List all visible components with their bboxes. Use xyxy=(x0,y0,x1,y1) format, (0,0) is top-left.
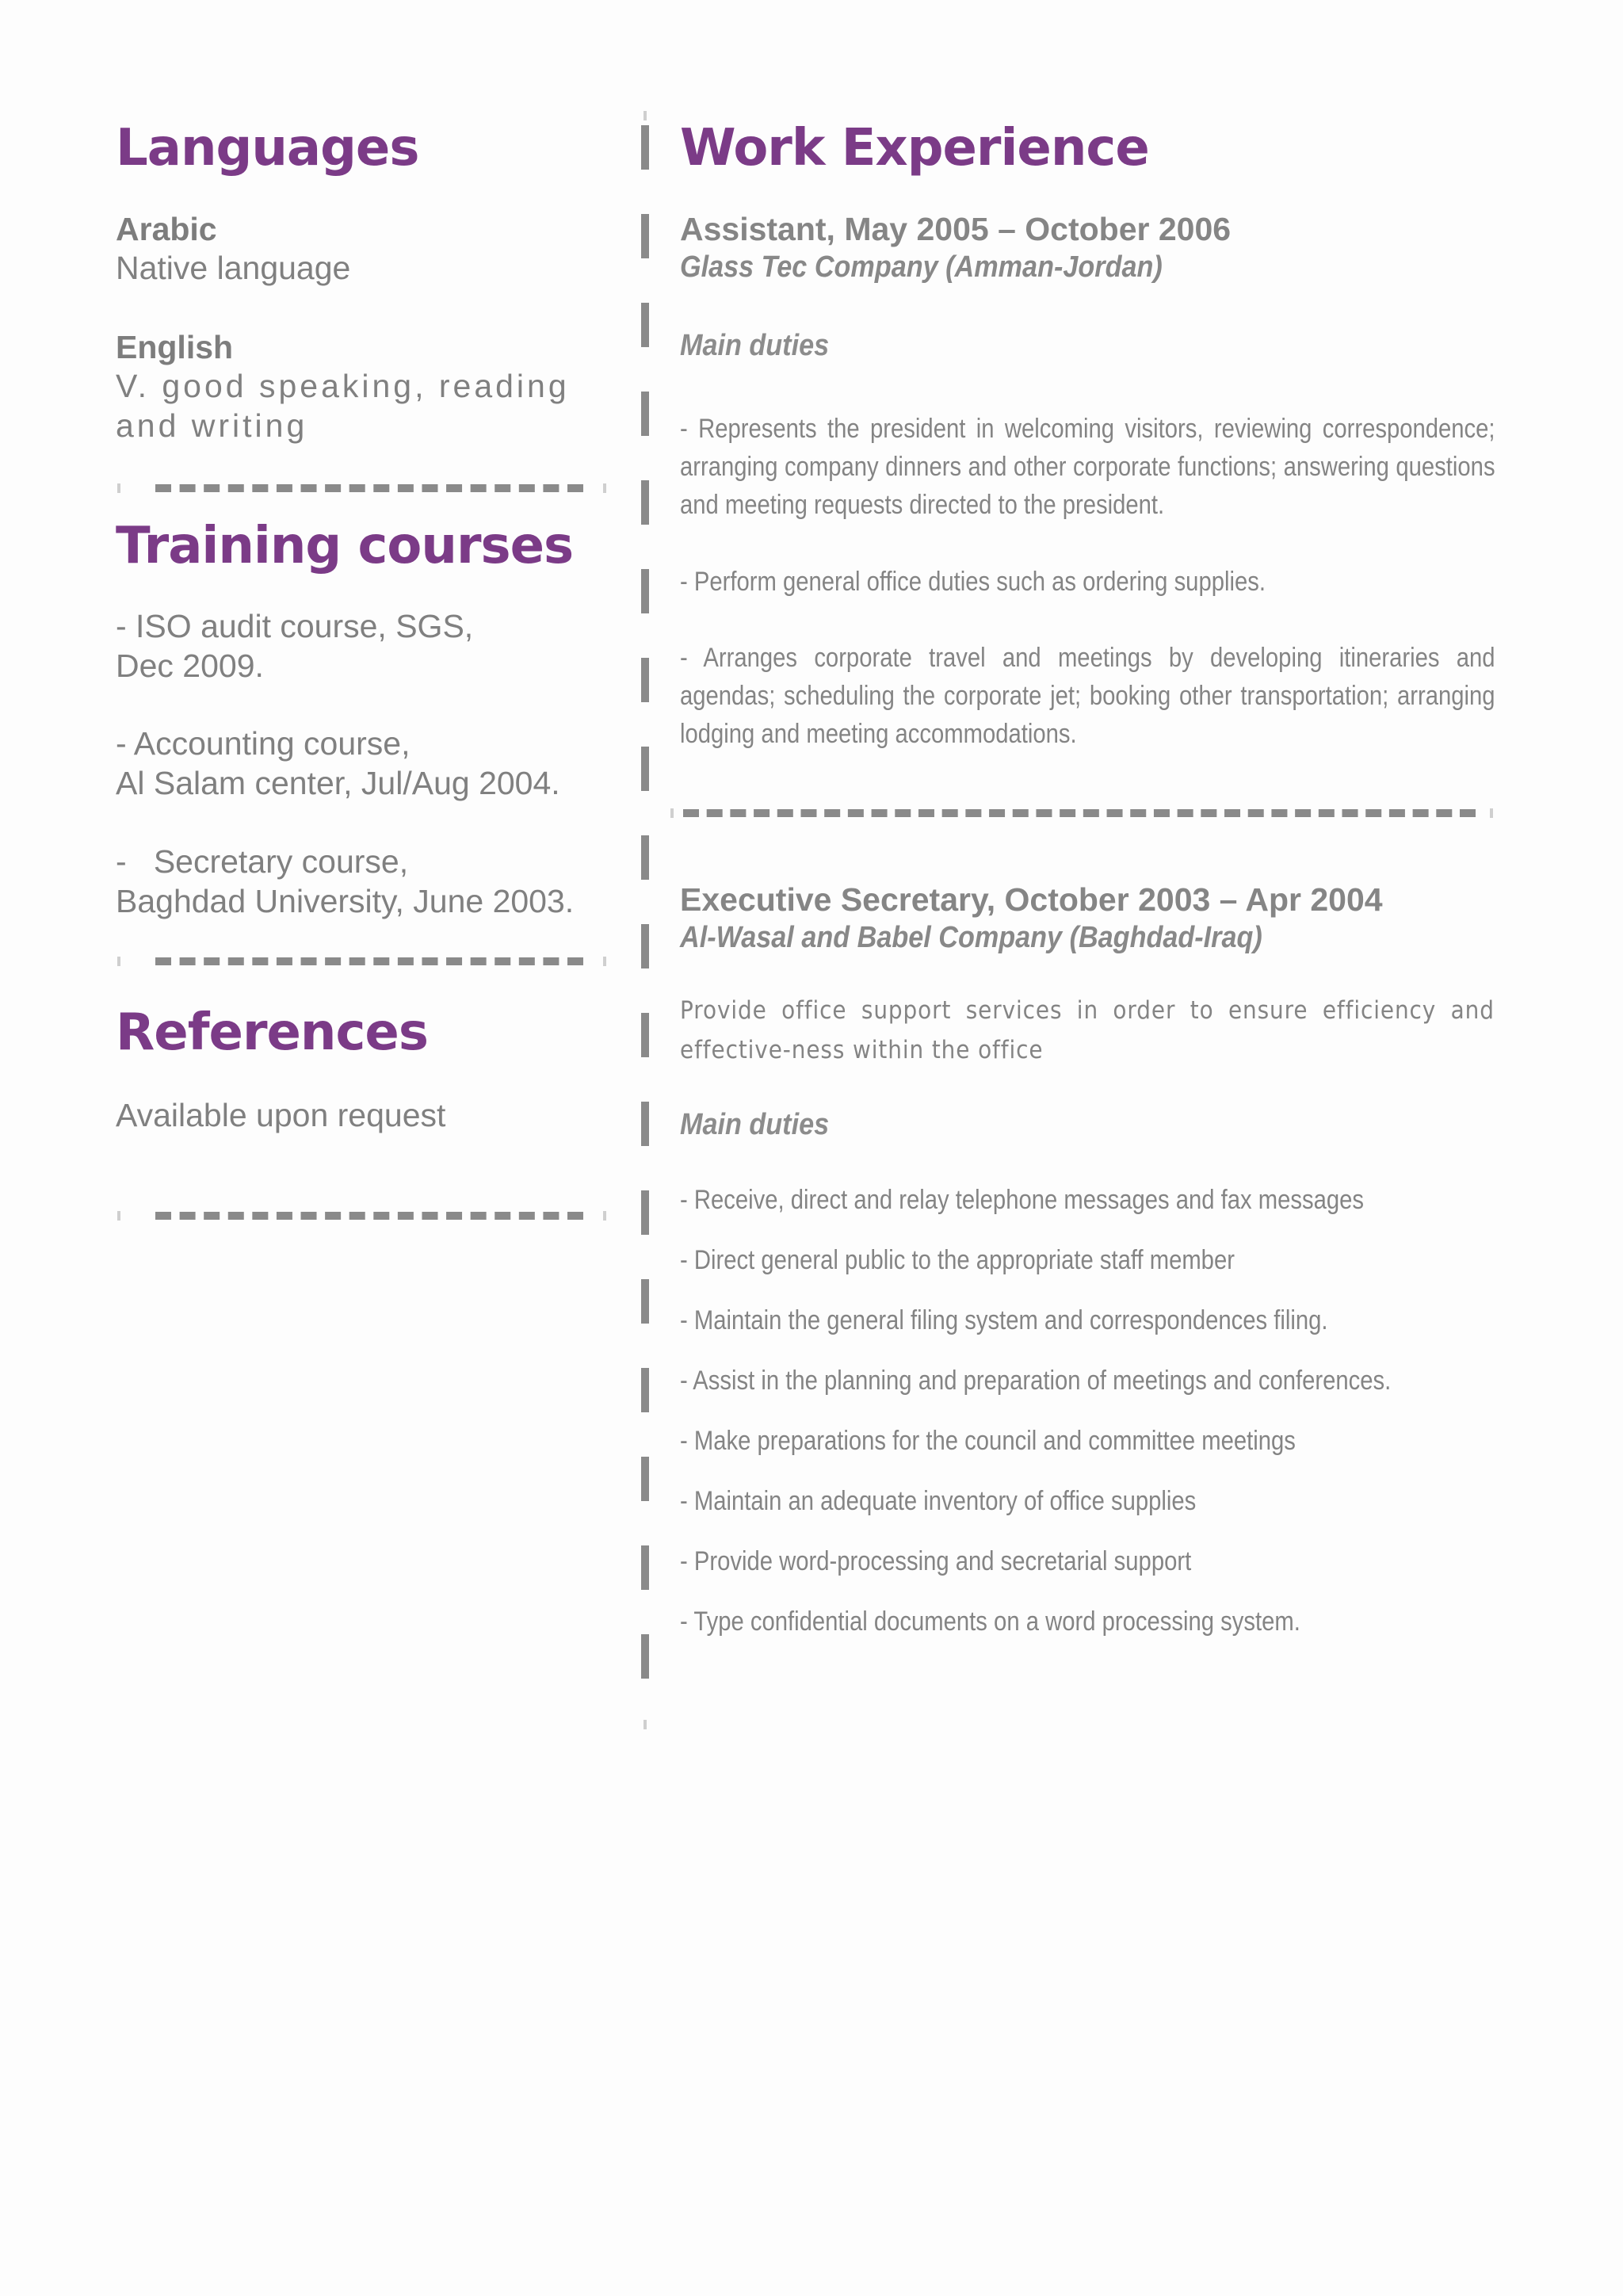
course-line: - ISO audit course, SGS, xyxy=(116,608,474,644)
divider-tick xyxy=(603,1211,606,1221)
section-divider xyxy=(155,1212,583,1220)
divider-tick xyxy=(117,957,120,966)
list-item: - Maintain the general filing system and correspondences filing. xyxy=(680,1305,1328,1335)
course-line: Baghdad University, June 2003. xyxy=(116,883,575,919)
duties-heading: Main duties xyxy=(680,329,830,362)
course-line: - Secretary course, xyxy=(116,843,409,880)
section-divider xyxy=(155,957,583,965)
list-item: - Type confidential documents on a word processing system. xyxy=(680,1606,1300,1637)
duties-heading: Main duties xyxy=(680,1108,830,1141)
course-line: Al Salam center, Jul/Aug 2004. xyxy=(116,765,560,801)
language-level: and writing xyxy=(116,407,308,444)
company-name: Glass Tec Company (Amman-Jordan) xyxy=(680,250,1163,284)
divider-tick xyxy=(670,808,674,818)
duty-paragraph: - Arranges corporate travel and meetings by developing itineraries and agendas; scheduling the corporate jet; booking other transportation; arranging lodging and meeting accommodations. xyxy=(680,643,1495,749)
list-item: - Assist in the planning and preparation of meetings and conferences. xyxy=(680,1366,1392,1396)
company-name: Al-Wasal and Babel Company (Baghdad-Iraq) xyxy=(680,921,1262,954)
course-line: - Accounting course, xyxy=(116,725,411,762)
references-text: Available upon request xyxy=(116,1097,446,1133)
course-line: Dec 2009. xyxy=(116,648,264,684)
work-experience-heading: Work Experience xyxy=(680,119,1149,178)
language-name: English xyxy=(116,329,234,365)
divider-tick xyxy=(643,1720,647,1729)
divider-tick xyxy=(1490,808,1493,818)
list-item: - Make preparations for the council and committee meetings xyxy=(680,1426,1296,1456)
divider-tick xyxy=(603,483,606,493)
list-item: - Receive, direct and relay telephone messages and fax messages xyxy=(680,1185,1365,1215)
duty-paragraph: - Perform general office duties such as ordering supplies. xyxy=(680,567,1266,597)
language-name: Arabic xyxy=(116,211,217,247)
job-title: Assistant, May 2005 – October 2006 xyxy=(680,211,1232,247)
section-divider xyxy=(155,484,583,492)
duty-paragraph: - Represents the president in welcoming visitors, reviewing correspondence; arranging company dinners and other corporate functions; answering questions and meeting requests directed to the president. xyxy=(680,414,1495,520)
training-heading: Training courses xyxy=(116,517,574,575)
duty-list xyxy=(680,1182,1507,1664)
divider-tick xyxy=(603,957,606,966)
job-summary: Provide office support services in order to ensure efficiency and effective-ness within the office xyxy=(680,996,1495,1064)
job-title: Executive Secretary, October 2003 – Apr 2004 xyxy=(680,881,1383,918)
list-item: - Provide word-processing and secretarial support xyxy=(680,1546,1192,1576)
language-level: V. good speaking, reading xyxy=(116,368,570,404)
column-divider xyxy=(641,125,649,1710)
list-item: - Maintain an adequate inventory of office supplies xyxy=(680,1486,1197,1516)
references-heading: References xyxy=(116,1003,428,1062)
languages-heading: Languages xyxy=(116,119,419,178)
divider-tick xyxy=(117,1211,120,1221)
divider-tick xyxy=(643,111,647,120)
divider-tick xyxy=(117,483,120,493)
section-divider xyxy=(683,809,1476,817)
list-item: - Direct general public to the appropriate staff member xyxy=(680,1245,1235,1275)
language-level: Native language xyxy=(116,250,351,286)
